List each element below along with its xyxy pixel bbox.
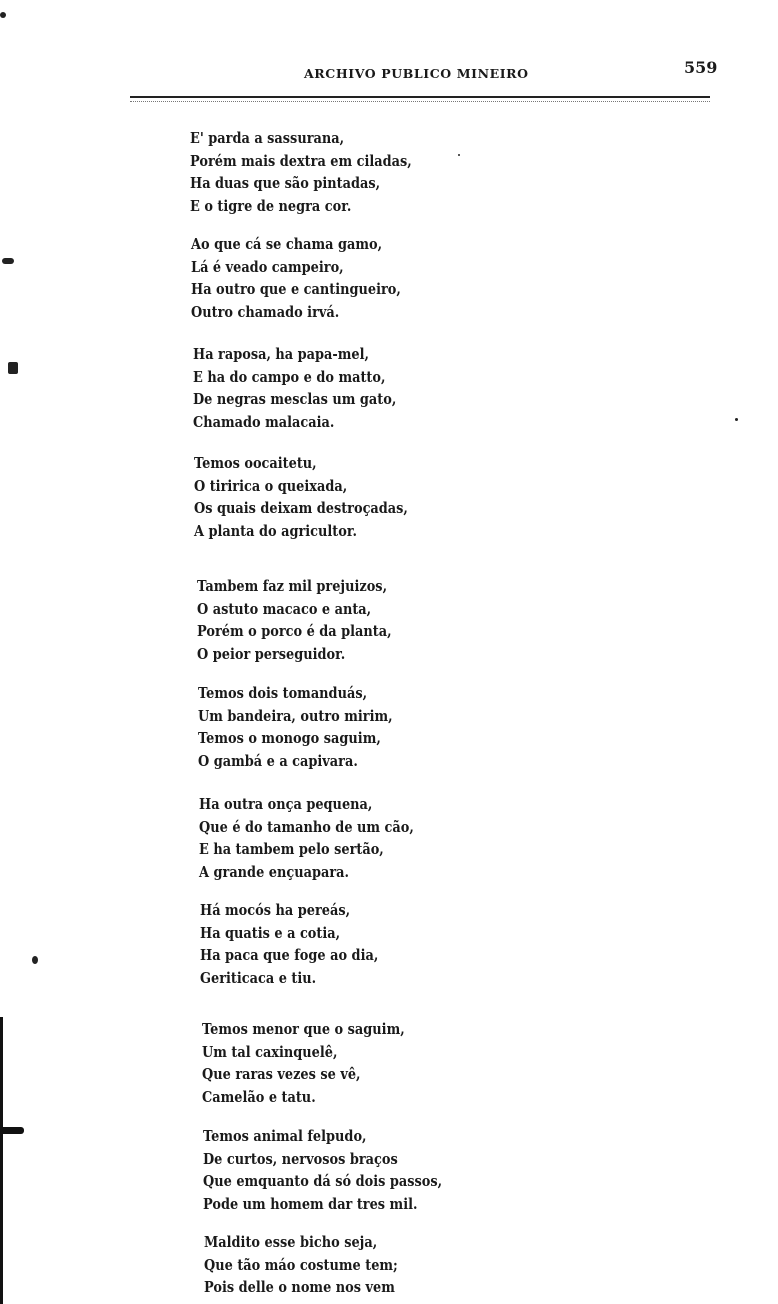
verse-line: Que emquanto dá só dois passos, <box>203 1172 443 1190</box>
header-rule-thin <box>130 101 710 102</box>
verse-line: Lá é veado campeiro, <box>191 257 344 276</box>
stanza-2 <box>191 233 435 323</box>
verse-line: A planta do agricultor. <box>194 521 357 540</box>
stanza-10 <box>203 1125 481 1215</box>
scan-speck <box>32 956 38 964</box>
scan-speck <box>735 418 738 421</box>
verse-line: Porém o porco é da planta, <box>197 622 392 640</box>
page-header <box>0 0 778 110</box>
stanza-9 <box>202 1018 438 1108</box>
verse-line: E' parda a sassurana, <box>190 129 345 147</box>
stanza-6 <box>198 682 424 772</box>
verse-line: O tiririca o queixada, <box>194 476 348 495</box>
verse-line: Tambem faz mil prejuizos, <box>197 577 388 595</box>
verse-line: Outro chamado irvá. <box>191 302 340 321</box>
verse-line: Pois delle o nome nos vem <box>204 1278 395 1296</box>
verse-line: Chamado malacaia. <box>193 412 335 431</box>
verse-line: Ha raposa, ha papa-mel, <box>193 345 370 363</box>
verse-line: Os quais deixam destroçadas, <box>194 499 408 517</box>
verse-line: Que tão máo costume tem; <box>204 1255 398 1274</box>
verse-line: Porém mais dextra em ciladas, <box>190 151 412 170</box>
verse-line: O peior perseguidor. <box>197 644 346 663</box>
verse-line: Há mocós ha pereás, <box>200 901 351 919</box>
scan-speck <box>8 362 18 374</box>
verse-line: Um bandeira, outro mirim, <box>198 706 393 725</box>
stanza-3 <box>193 343 429 433</box>
header-rule <box>130 96 710 98</box>
verse-line: Um tal caxinquelê, <box>202 1042 338 1061</box>
verse-line: Que raras vezes se vê, <box>202 1065 361 1083</box>
stanza-8 <box>200 899 407 989</box>
stanza-5 <box>197 575 423 665</box>
verse-line: Maldito esse bicho seja, <box>204 1233 378 1251</box>
verse-line: Temos animal felpudo, <box>203 1127 367 1145</box>
verse-line: Pode um homem dar tres mil. <box>203 1194 418 1213</box>
verse-line: Temos menor que o saguim, <box>202 1020 405 1038</box>
verse-line: Temos o monogo saguim, <box>198 729 381 747</box>
verse-line: A grande ençuapara. <box>199 862 349 881</box>
scan-speck <box>2 258 14 264</box>
scan-speck <box>0 12 6 18</box>
verse-line: Ha outro que e cantingueiro, <box>191 280 401 298</box>
binding-edge <box>0 1017 3 1304</box>
verse-line: Temos oocaitetu, <box>194 454 317 472</box>
verse-line: Que é do tamanho de um cão, <box>199 817 414 836</box>
verse-line: De negras mesclas um gato, <box>193 390 397 408</box>
binding-edge <box>0 1127 24 1134</box>
verse-line: Geriticaca e tiu. <box>200 968 317 987</box>
verse-line: Temos dois tomanduás, <box>198 684 368 702</box>
verse-line: Ha paca que foge ao dia, <box>200 946 379 964</box>
verse-line: Ha duas que são pintadas, <box>190 174 381 192</box>
verse-line: E o tigre de negra cor. <box>190 196 352 215</box>
stanza-1 <box>190 127 448 217</box>
scan-speck <box>458 154 460 156</box>
page-number: 559 <box>684 58 718 77</box>
stanza-4 <box>194 452 443 542</box>
verse-line: Ha quatis e a cotia, <box>200 923 341 942</box>
verse-line: E ha do campo e do matto, <box>193 367 386 386</box>
verse-line: E ha tambem pelo sertão, <box>199 840 384 858</box>
verse-line: O astuto macaco e anta, <box>197 599 372 618</box>
verse-line: De curtos, nervosos braços <box>203 1149 398 1168</box>
stanza-11 <box>204 1231 429 1299</box>
verse-line: Camelão e tatu. <box>202 1087 316 1106</box>
verse-line: Ao que cá se chama gamo, <box>191 235 383 253</box>
verse-line: O gambá e a capivara. <box>198 751 358 770</box>
running-head: ARCHIVO PUBLICO MINEIRO <box>304 66 529 81</box>
stanza-7 <box>199 793 449 883</box>
verse-line: Ha outra onça pequena, <box>199 795 373 813</box>
